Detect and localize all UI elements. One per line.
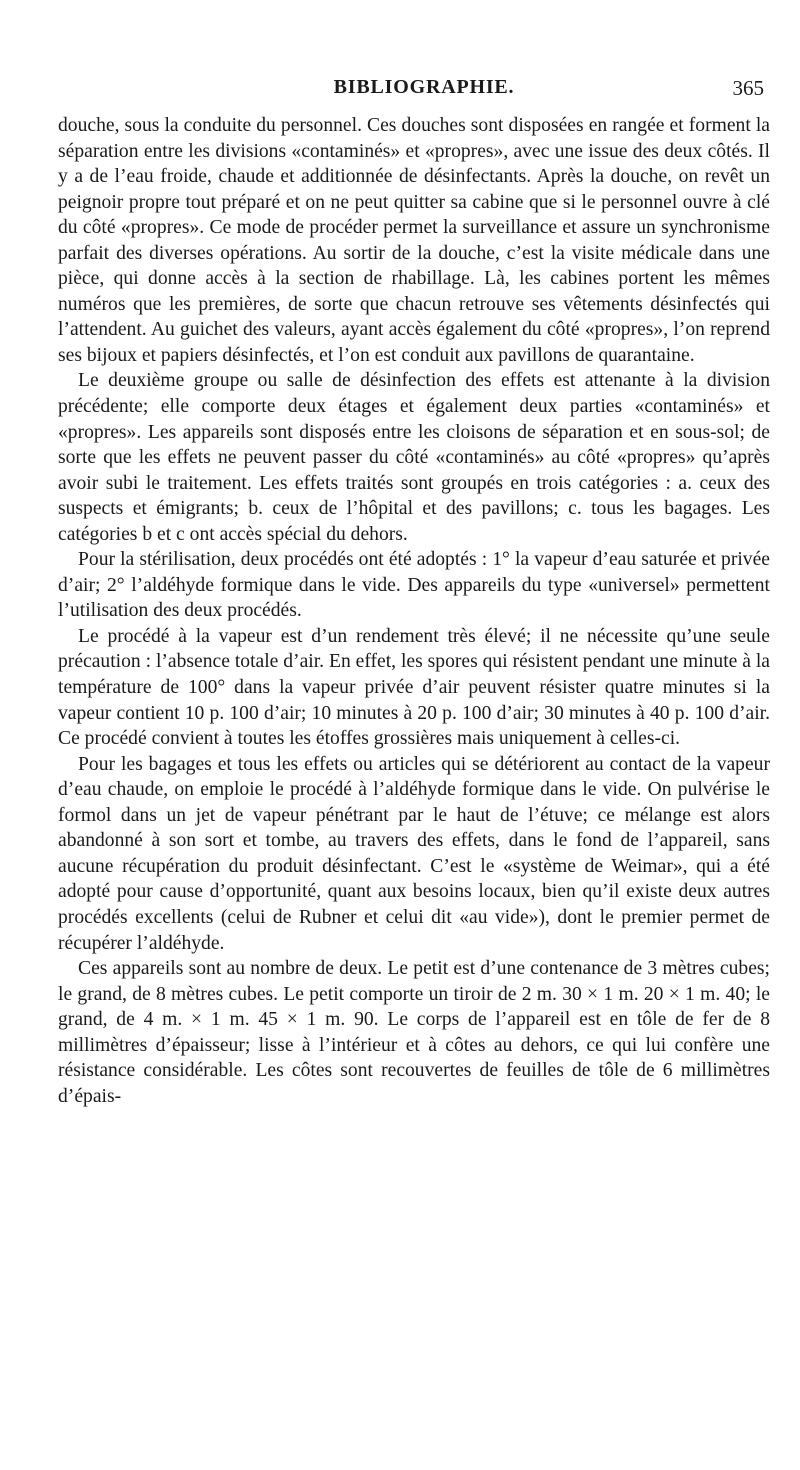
body-text	[58, 113, 770, 1109]
paragraph-steam-process: Le procédé à la vapeur est d’un rendement très élevé; il ne nécessite qu’une seule précaution : l’absence totale d’air. En effet, les spores qui résistent pendant une minute à la température de 100° dans la vapeur privée d’air peuvent résister quatre minutes si la vapeur contient 10 p. 100 d’air; 10 minutes à 20 p. 100 d’air; 30 minutes à 40 p. 100 d’air. Ce procédé convient à toutes les étoffes grossières mais uniquement à celles-ci.	[58, 625, 770, 750]
paragraph-formaldehyde-process: Pour les bagages et tous les effets ou articles qui se détériorent au contact de la vapeur d’eau chaude, on emploie le procédé à l’aldéhyde formique dans le vide. On pulvérise le formol dans un jet de vapeur pénétrant par le haut de l’étuve; ce mélange est alors abandonné à son sort et tombe, au travers des effets, dans le fond de l’appareil, sans aucune récupération du produit désinfectant. C’est le «système de Weimar», qui a été adopté pour cause d’opportunité, quant aux besoins locaux, bien qu’il existe deux autres procédés excellents (celui de Rubner et celui dit «au vide»), dont le premier permet de récupérer l’aldéhyde.	[58, 753, 770, 954]
page-number: 365	[732, 76, 764, 100]
paragraph-second-group: Le deuxième groupe ou salle de désinfection des effets est attenante à la division précédente; elle comporte deux étages et également deux parties «contaminés» et «propres». Les appareils sont disposés entre les cloisons de séparation et en sous-sol; de sorte que les effets ne peuvent passer du côté «contaminés» au côté «propres» qu’après avoir subi le traitement. Les effets traités sont groupés en trois catégories : a. ceux des suspects et émigrants; b. ceux de l’hôpital et des pavillons; c. tous les bagages. Les catégories b et c ont accès spécial du dehors.	[58, 370, 770, 545]
paragraph-apparatus: Ces appareils sont au nombre de deux. Le petit est d’une contenance de 3 mètres cubes; le grand, de 8 mètres cubes. Le petit comporte un tiroir de 2 m. 30 × 1 m. 20 × 1 m. 40; le grand, de 4 m. × 1 m. 45 × 1 m. 90. Le corps de l’appareil est en tôle de fer de 8 millimètres d’épaisseur; lisse à l’intérieur et à côtes au dehors, ce qui lui confère une résistance considérable. Les côtes sont recouvertes de feuilles de tôle de 6 millimètres d’épais-	[58, 958, 770, 1107]
running-title: BIBLIOGRAPHIE.	[333, 76, 515, 98]
page-header	[84, 76, 764, 108]
paragraph-sterilisation: Pour la stérilisation, deux procédés ont été adoptés : 1° la vapeur d’eau saturée et privée d’air; 2° l’aldéhyde formique dans le vide. Des appareils du type «universel» permettent l’utilisation des deux procédés.	[58, 549, 770, 622]
paragraph-continuation: douche, sous la conduite du personnel. Ces douches sont disposées en rangée et forment la séparation entre les divisions «contaminés» et «propres», avec une issue des deux côtés. Il y a de l’eau froide, chaude et additionnée de désinfectants. Après la douche, on revêt un peignoir propre tout préparé et on ne peut quitter sa cabine que si le personnel ouvre à clé du côté «propres». Ce mode de procéder permet la surveillance et assure un synchronisme parfait des diverses opérations. Au sortir de la douche, c’est la visite médicale dans une pièce, qui donne accès à la section de rhabillage. Là, les cabines portent les mêmes numéros que les premières, de sorte que chacun retrouve ses vêtements désinfectés qui l’attendent. Au guichet des valeurs, ayant accès également du côté «propres», l’on reprend ses bijoux et papiers désinfectés, et l’on est conduit aux pavillons de quarantaine.	[58, 115, 770, 366]
